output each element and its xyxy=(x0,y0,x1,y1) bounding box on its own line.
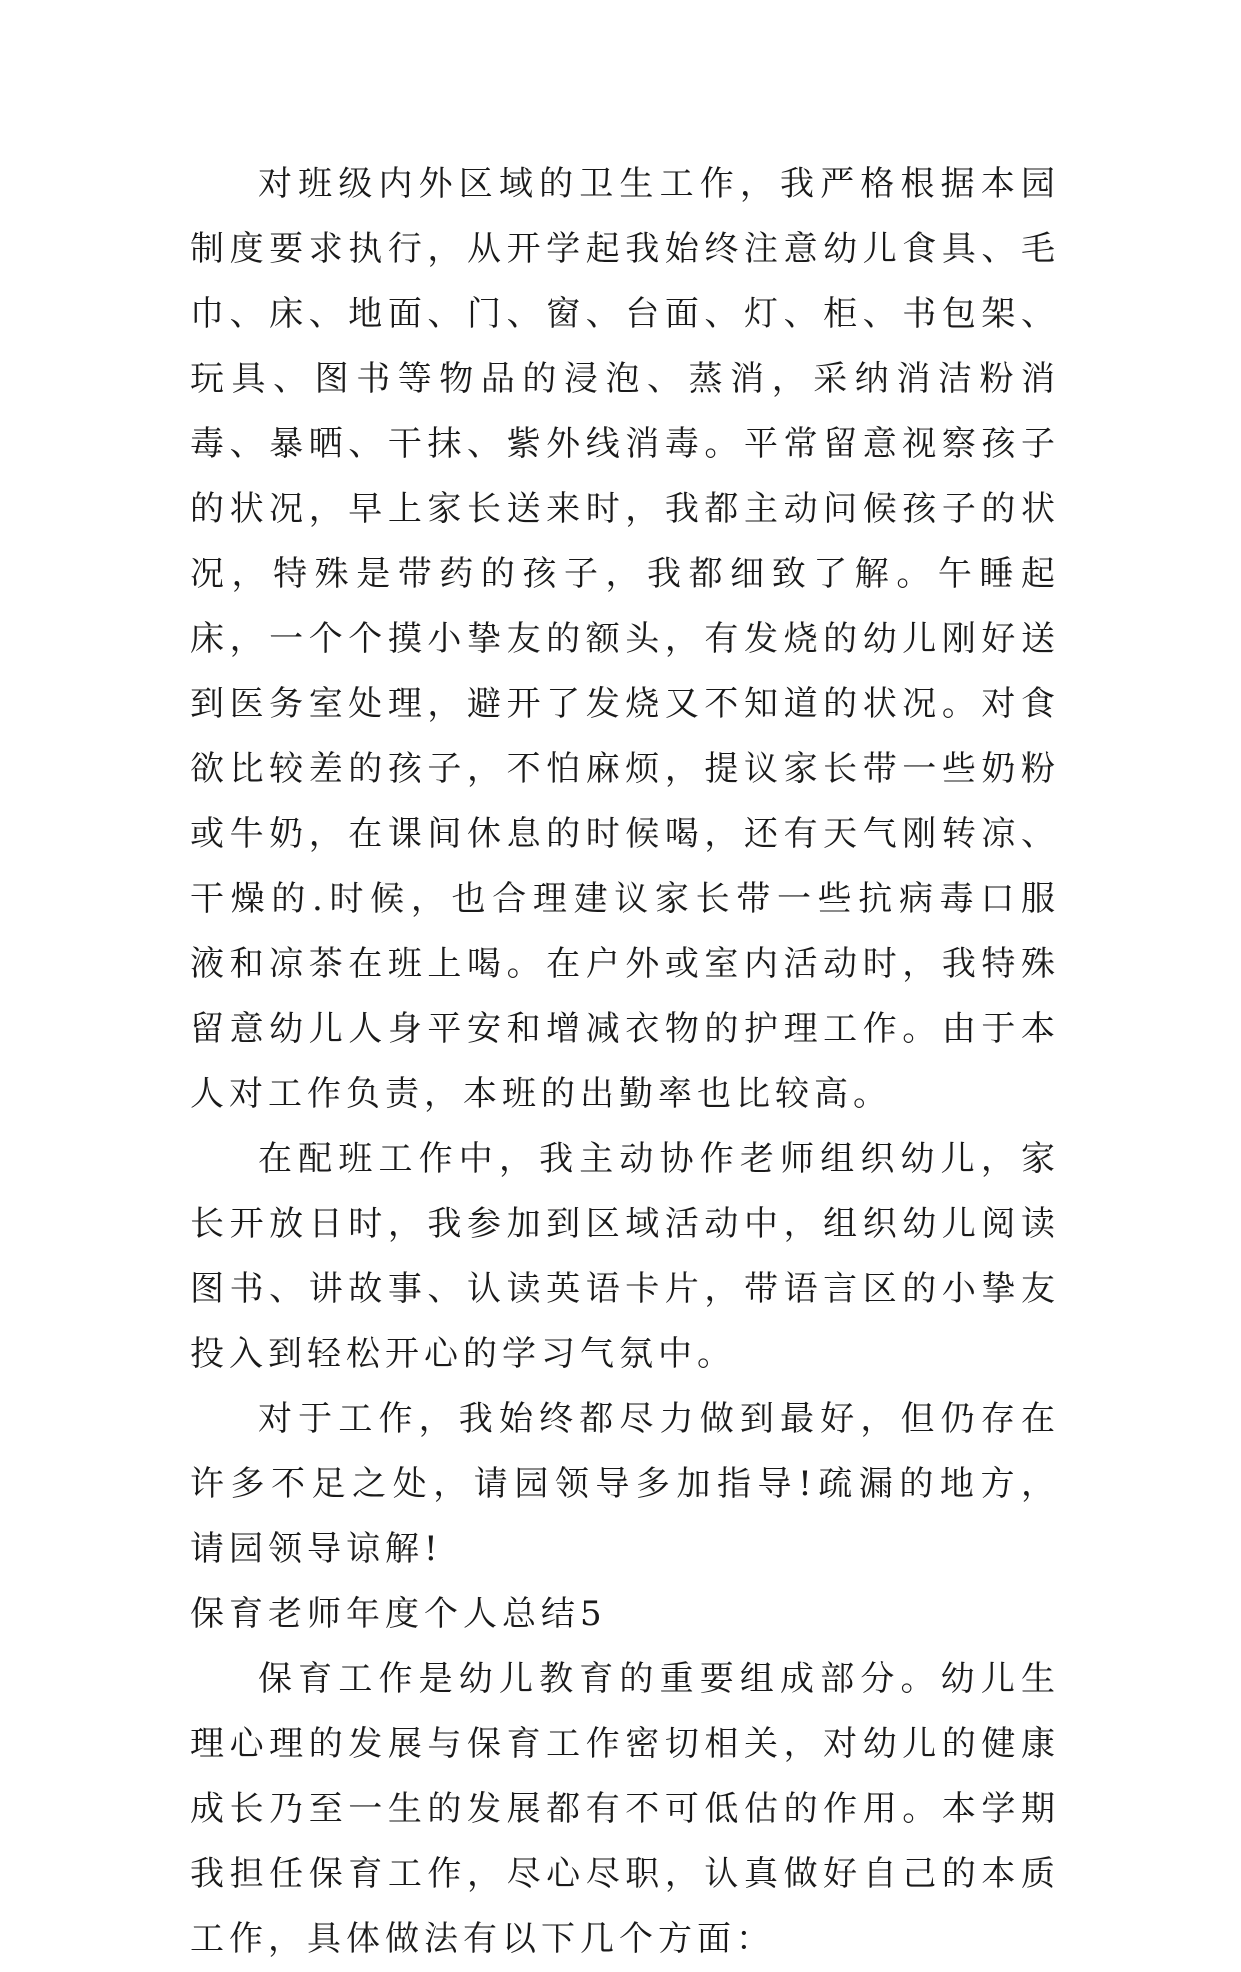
document-page xyxy=(190,152,1060,1972)
paragraph-childcare-intro: 保育工作是幼儿教育的重要组成部分。幼儿生理心理的发展与保育工作密切相关，对幼儿的健康成长乃至一生的发展都有不可低估的作用。本学期我担任保育工作，尽心尽职，认真做好自己的本质工作，具体做法有以下几个方面： xyxy=(190,1659,1060,1959)
paragraph-hygiene-work: 对班级内外区域的卫生工作，我严格根据本园制度要求执行，从开学起我始终注意幼儿食具、毛巾、床、地面、门、窗、台面、灯、柜、书包架、玩具、图书等物品的浸泡、蒸消，采纳消洁粉消毒、暴晒、干抹、紫外线消毒。平常留意视察孩子的状况，早上家长送来时，我都主动问候孩子的状况，特殊是带药的孩子，我都细致了解。午睡起床，一个个摸小挚友的额头，有发烧的幼儿刚好送到医务室处理，避开了发烧又不知道的状况。对食欲比较差的孩子，不怕麻烦，提议家长带一些奶粉或牛奶，在课间休息的时候喝，还有天气刚转凉、干燥的.时候，也合理建议家长带一些抗病毒口服液和凉茶在班上喝。在户外或室内活动时，我特殊留意幼儿人身平安和增减衣物的护理工作。由于本人对工作负责，本班的出勤率也比较高。 xyxy=(190,164,1060,1114)
paragraph-assistant-teaching: 在配班工作中，我主动协作老师组织幼儿，家长开放日时，我参加到区域活动中，组织幼儿阅读图书、讲故事、认读英语卡片，带语言区的小挚友投入到轻松开心的学习气氛中。 xyxy=(190,1139,1060,1374)
paragraph-closing-remarks: 对于工作，我始终都尽力做到最好，但仍存在许多不足之处，请园领导多加指导!疏漏的地方，请园领导谅解! xyxy=(190,1399,1060,1569)
section-heading: 保育老师年度个人总结5 xyxy=(190,1594,607,1634)
